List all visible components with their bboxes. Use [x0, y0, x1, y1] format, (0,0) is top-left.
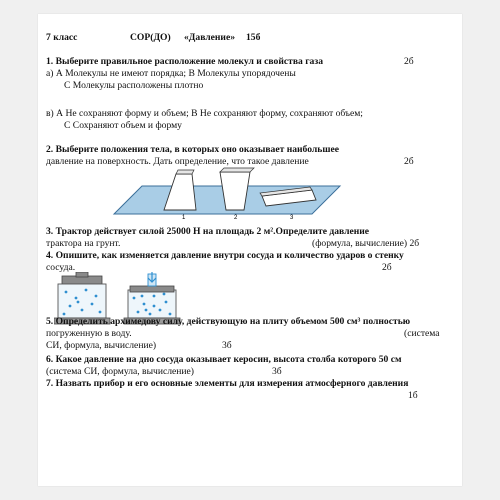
block-label-3: 3	[290, 215, 294, 221]
q3-line1: 3. Трактор действует силой 25000 Н на площадь 2 м².Определите давление	[46, 226, 370, 237]
q7-line1: 7. Назвать прибор и его основные элементы для измерения атмосферного давления	[46, 378, 409, 389]
worksheet-page	[38, 14, 462, 486]
q5-line1: 5. Определить архимедову силу, действующую на плиту объемом 500 см³ полностью	[46, 316, 411, 327]
q2-points: 2б	[404, 156, 414, 167]
q1-option-a-c: С Молекулы расположены плотно	[64, 80, 204, 91]
q1-option-v-c: С Сохраняют объем и форму	[64, 120, 182, 131]
q1-points: 2б	[404, 56, 414, 67]
q5-points: 3б	[222, 340, 232, 351]
q1-option-v: в) А Не сохраняют форму и объем; В Не сохраняют форму, сохраняют объем;	[46, 108, 363, 119]
block-label-1: 1	[182, 215, 186, 221]
q7-points: 1б	[408, 390, 418, 401]
q6-line2: (система СИ, формула, вычисление)	[46, 366, 194, 377]
q5-line2: погруженную в воду.	[46, 328, 132, 339]
q4-points: 2б	[382, 262, 392, 273]
block-label-2: 2	[234, 215, 238, 221]
q3-line2: трактора на грунт.	[46, 238, 121, 249]
q5-line2-right: (система	[404, 328, 440, 339]
header-type: СОР(ДО)	[130, 32, 171, 43]
header-total: 15б	[246, 32, 261, 43]
q2-line2: давление на поверхность. Дать определение, что такое давление	[46, 156, 309, 167]
q1-text: 1. Выберите правильное расположение молекул и свойства газа	[46, 56, 324, 67]
q5-line3: СИ, формула, вычисление)	[46, 340, 157, 351]
header-grade: 7 класс	[46, 32, 78, 43]
q6-line1: 6. Какое давление на дно сосуда оказывает керосин, высота столба которого 50 см	[46, 354, 402, 365]
q1-option-a: а) А Молекулы не имеют порядка; В Молекулы упорядочены	[46, 68, 296, 79]
q4-line2: сосуда.	[46, 262, 76, 273]
q3-note: (формула, вычисление) 2б	[312, 238, 420, 249]
q2-line1: 2. Выберите положения тела, в которых оно оказывает наибольшее	[46, 144, 339, 155]
header-topic: «Давление»	[184, 32, 235, 43]
q6-points: 3б	[272, 366, 282, 377]
q2-blocks-illustration	[112, 166, 342, 222]
q4-line1: 4. Опишите, как изменяется давление внутри сосуда и количество ударов о стенку	[46, 250, 404, 261]
